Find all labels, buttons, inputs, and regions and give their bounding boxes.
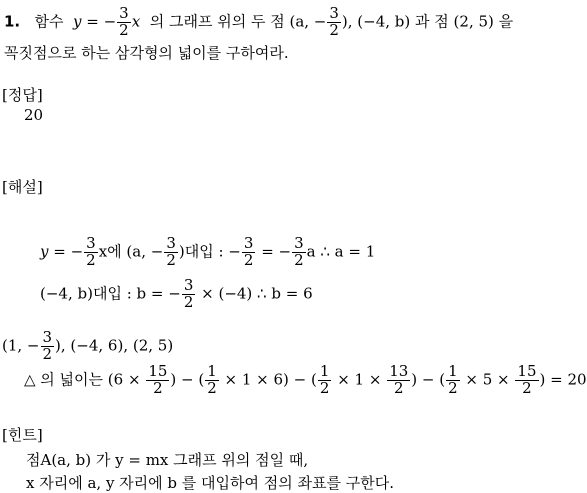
answer-label: [정답] (2, 86, 43, 104)
problem-eq-var: x (131, 12, 141, 31)
problem-number: 1. (4, 12, 21, 31)
answer-value: 20 (24, 106, 44, 124)
hint-label: [힌트] (2, 426, 43, 444)
point-fraction: $\frac{3}{2}$ (329, 4, 339, 39)
hint-line-2: x 자리에 a, y 자리에 b 를 대입하여 점의 좌표를 구한다. (26, 474, 395, 492)
solution-label: [해설] (2, 178, 43, 196)
solution-line-2: (−4, b)대입 : b = − $\frac{3}{2}$ × (−4) ∴ b = 6 (40, 276, 313, 311)
problem-eq-prefix: y = − (72, 12, 117, 31)
problem-points: ), (−4, b) 과 점 (2, 5) 을 (341, 12, 514, 31)
problem-line-1 (4, 6, 513, 39)
problem-fraction: $\frac{3}{2}$ (119, 4, 129, 39)
hint-line-1: 점A(a, b) 가 y = mx 그래프 위의 점일 때, (26, 451, 309, 469)
problem-intro: 함수 (34, 12, 64, 31)
solution-line-1: y = − $\frac{3}{2}$ x에 (a, − $\frac{3}{2}$ )대입 : − $\frac{3}{2}$ = − $\frac{3}{2}$ a ∴ a = 1 (40, 234, 376, 269)
problem-line-2: 꼭짓점으로 하는 삼각형의 넓이를 구하여라. (4, 44, 289, 62)
solution-line-3: (1, − $\frac{3}{2}$ ), (−4, 6), (2, 5) (2, 328, 174, 363)
problem-mid: 의 그래프 위의 두 점 (a, − (149, 12, 327, 31)
solution-line-4: △ 의 넓이는 (6 × $\frac{15}{2}$ ) − ( $\frac{1}{2}$ × 1 × 6) − ( $\frac{1}{2}$ × 1 × $\frac{13}{2}$ ) − ( $\frac{1}{2}$ × 5 × $\frac{15}{2}$ ) = 20 (24, 362, 587, 397)
